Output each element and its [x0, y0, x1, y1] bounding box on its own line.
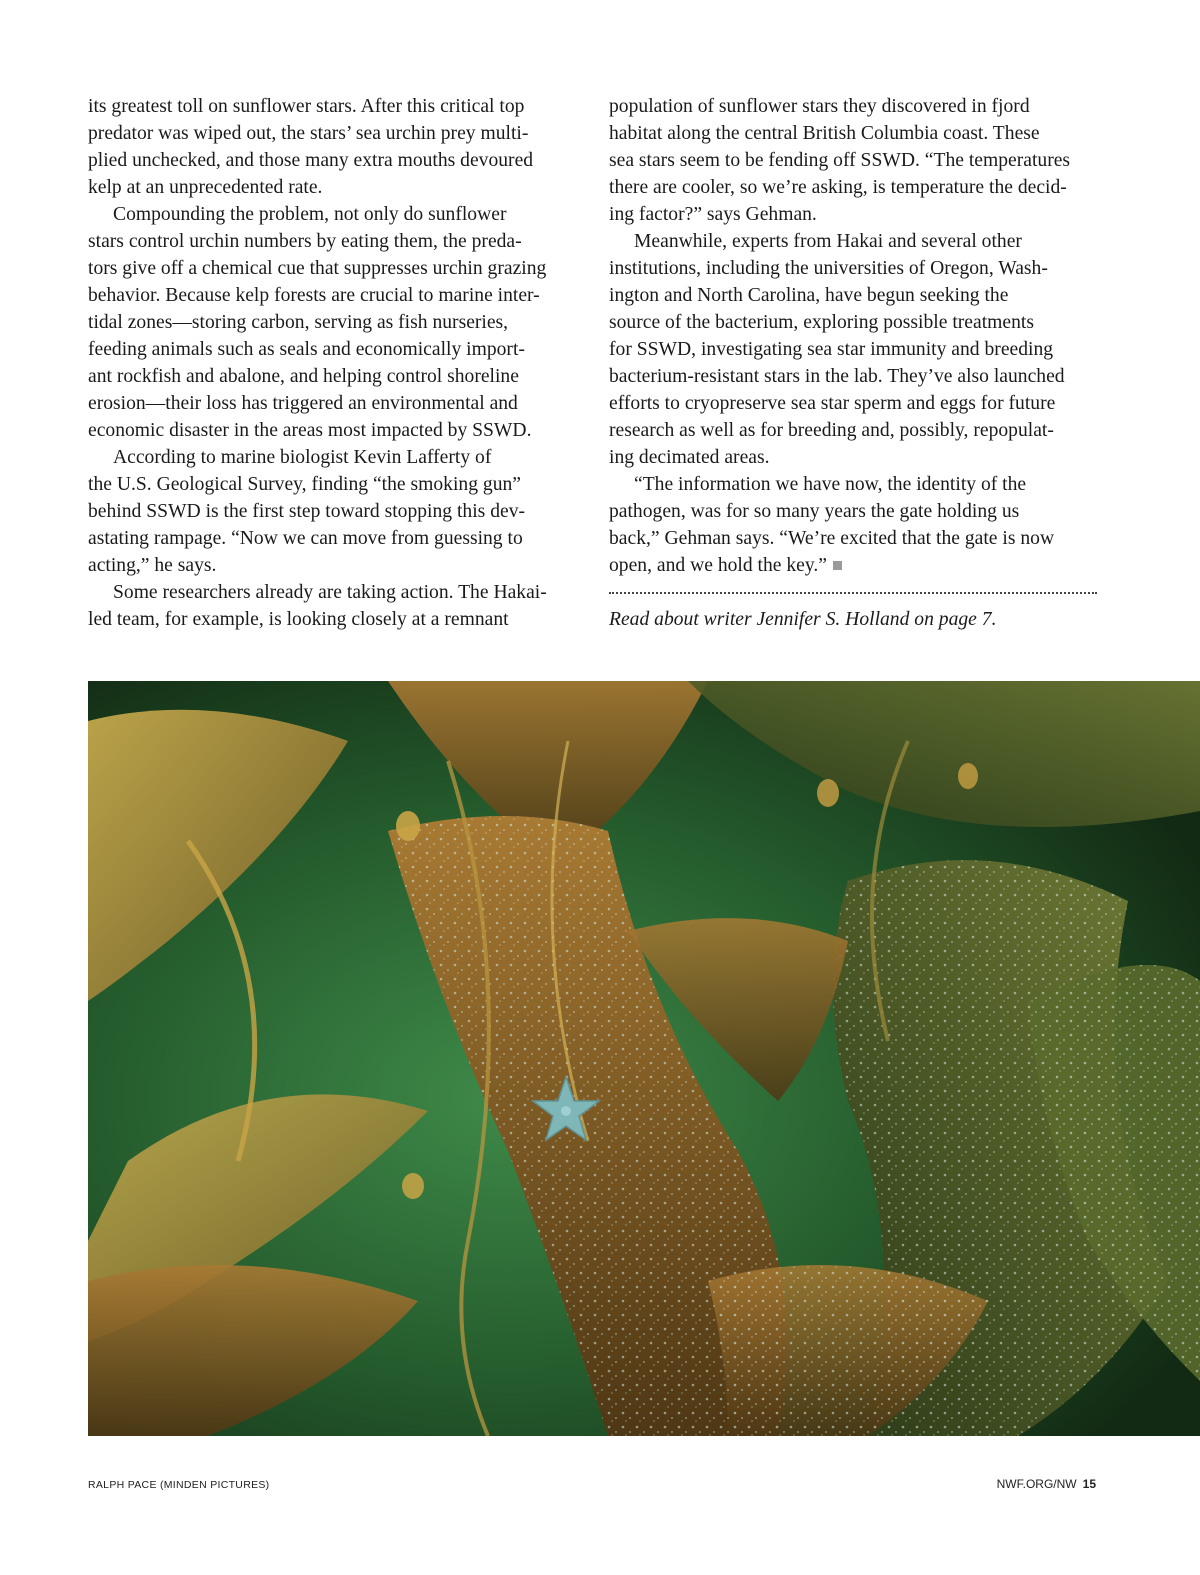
text-line-content: the U.S. Geological Survey, finding “the smoking gun” — [88, 474, 521, 495]
text-line-content: behavior. Because kelp forests are crucial to marine inter- — [88, 285, 540, 306]
text-line — [609, 255, 1099, 282]
text-line — [609, 552, 1099, 579]
text-line-content: open, and we hold the key.” — [609, 555, 827, 576]
page-footer — [997, 1477, 1096, 1491]
text-line-content: kelp at an unprecedented rate. — [88, 177, 323, 198]
text-line-content: tors give off a chemical cue that suppresses urchin grazing — [88, 258, 547, 279]
text-line — [609, 309, 1099, 336]
text-line — [609, 282, 1099, 309]
text-line — [609, 363, 1099, 390]
text-line-content: habitat along the central British Columbia coast. These — [609, 123, 1040, 144]
text-line — [88, 201, 578, 228]
author-note: Read about writer Jennifer S. Holland on page 7. — [609, 609, 997, 630]
text-line-content: ing factor?” says Gehman. — [609, 204, 817, 225]
text-line-content: there are cooler, so we’re asking, is temperature the decid- — [609, 177, 1067, 198]
text-line — [88, 417, 578, 444]
text-line-content: research as well as for breeding and, possibly, repopulat- — [609, 420, 1054, 441]
text-line — [609, 471, 1099, 498]
text-line-content: ington and North Carolina, have begun seeking the — [609, 285, 1009, 306]
text-line — [88, 471, 578, 498]
text-line-content: source of the bacterium, exploring possible treatments — [609, 312, 1034, 333]
text-line — [609, 174, 1099, 201]
text-line-content: Compounding the problem, not only do sunflower — [113, 204, 507, 225]
text-line-content: institutions, including the universities of Oregon, Wash- — [609, 258, 1048, 279]
text-line — [609, 444, 1099, 471]
text-line — [88, 606, 578, 633]
text-line-content: acting,” he says. — [88, 555, 217, 576]
kelp-forest-photo — [88, 681, 1200, 1436]
section-divider — [609, 592, 1097, 594]
text-line — [609, 417, 1099, 444]
text-line-content: tidal zones—storing carbon, serving as fish nurseries, — [88, 312, 509, 333]
text-line — [88, 120, 578, 147]
text-line-content: Some researchers already are taking action. The Hakai- — [113, 582, 547, 603]
text-line — [88, 390, 578, 417]
text-line — [609, 525, 1099, 552]
text-line-content: sea stars seem to be fending off SSWD. “The temperatures — [609, 150, 1071, 171]
text-line-content: behind SSWD is the first step toward stopping this dev- — [88, 501, 526, 522]
site-url: NWF.ORG/NW — [996, 1477, 1077, 1491]
text-line — [88, 147, 578, 174]
text-line-content: predator was wiped out, the stars’ sea urchin prey multi- — [88, 123, 529, 144]
text-line — [88, 255, 578, 282]
text-line — [88, 579, 578, 606]
text-line — [88, 363, 578, 390]
text-line — [88, 336, 578, 363]
text-line — [609, 201, 1099, 228]
text-line-content: bacterium-resistant stars in the lab. They’ve also launched — [609, 366, 1065, 387]
text-line — [88, 444, 578, 471]
article-column-left — [88, 93, 578, 633]
text-line-content: “The information we have now, the identity of the — [634, 474, 1027, 495]
text-line — [609, 498, 1099, 525]
text-line — [609, 147, 1099, 174]
text-line — [88, 282, 578, 309]
text-line-content: erosion—their loss has triggered an environmental and — [88, 393, 518, 414]
text-line-content: led team, for example, is looking closely at a remnant — [88, 609, 509, 630]
text-line — [88, 174, 578, 201]
text-line-content: Meanwhile, experts from Hakai and several other — [634, 231, 1022, 252]
text-line-content: stars control urchin numbers by eating them, the preda- — [88, 231, 522, 252]
photo-credit: RALPH PACE (MINDEN PICTURES) — [88, 1479, 270, 1491]
text-line-content: pathogen, was for so many years the gate holding us — [609, 501, 1020, 522]
text-line — [88, 228, 578, 255]
text-line — [609, 228, 1099, 255]
text-line — [88, 309, 578, 336]
text-line-content: ant rockfish and abalone, and helping control shoreline — [88, 366, 519, 387]
text-line-content: ing decimated areas. — [609, 447, 770, 468]
text-line-content: astating rampage. “Now we can move from guessing to — [88, 528, 523, 549]
text-line — [609, 120, 1099, 147]
page-number: 15 — [1082, 1477, 1096, 1491]
article-column-right — [609, 93, 1099, 579]
text-line-content: population of sunflower stars they discovered in fjord — [609, 96, 1030, 117]
text-line — [609, 93, 1099, 120]
text-line-content: plied unchecked, and those many extra mouths devoured — [88, 150, 534, 171]
text-line-content: economic disaster in the areas most impacted by SSWD. — [88, 420, 532, 441]
text-line-content: According to marine biologist Kevin Lafferty of — [113, 447, 492, 468]
text-line — [88, 552, 578, 579]
text-line — [88, 498, 578, 525]
text-line — [88, 525, 578, 552]
text-line — [609, 336, 1099, 363]
text-line-content: for SSWD, investigating sea star immunity and breeding — [609, 339, 1054, 360]
text-line — [609, 390, 1099, 417]
end-mark-icon — [833, 561, 842, 570]
text-line-content: back,” Gehman says. “We’re excited that the gate is now — [609, 528, 1055, 549]
text-line-content: feeding animals such as seals and economically import- — [88, 339, 525, 360]
text-line-content: efforts to cryopreserve sea star sperm and eggs for future — [609, 393, 1056, 414]
text-line-content: its greatest toll on sunflower stars. After this critical top — [88, 96, 525, 117]
text-line — [88, 93, 578, 120]
